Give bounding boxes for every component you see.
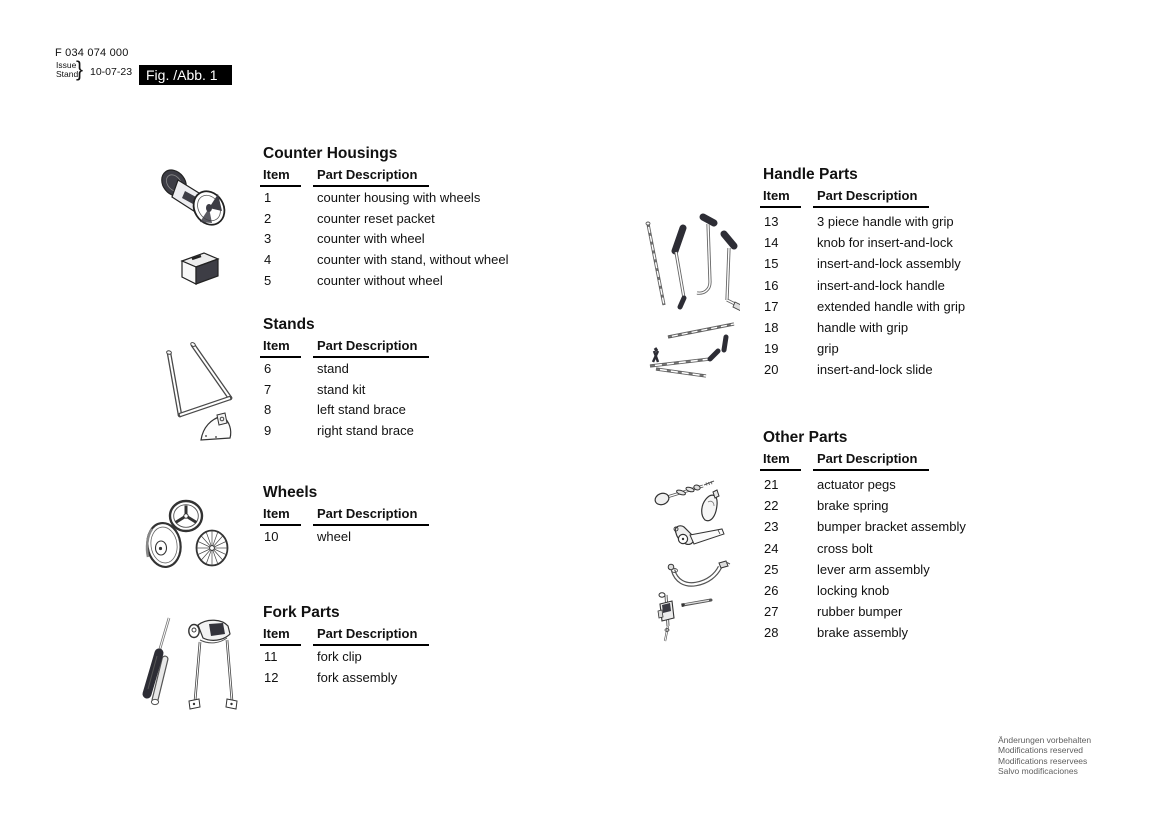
footer-line: Salvo modificaciones [998,766,1078,777]
table-rows [263,190,509,293]
table-rows [263,529,351,550]
table-row [263,381,366,403]
table-row [763,582,890,604]
part-description: cross bolt [817,540,873,556]
part-description: counter with stand, without wheel [317,252,509,268]
column-item-header: Item [260,506,301,526]
part-description: brake assembly [817,625,909,641]
item-number: 16 [764,277,779,293]
item-number: 2 [264,210,272,226]
part-description: grip [817,341,839,357]
table-header [263,167,418,184]
part-description: bumper bracket assembly [817,519,966,535]
table-header [263,506,418,523]
footer-line: Änderungen vorbehalten [998,735,1092,745]
figure-label-box: Fig. /Abb. 1 [139,65,232,85]
part-description: fork assembly [317,669,398,685]
table-row [763,561,930,583]
section-counter-housings [263,145,509,293]
column-description-header: Part Description [313,167,429,187]
part-description: insert-and-lock assembly [817,256,961,272]
item-number: 28 [764,625,779,641]
section-fork-parts [263,604,418,690]
table-row [763,235,953,256]
item-number: 20 [764,362,779,378]
column-description-header: Part Description [313,506,429,526]
table-row [263,231,425,252]
item-number: 7 [264,381,272,397]
item-number: 3 [264,231,272,247]
fork-parts-illustration [128,615,238,715]
item-number: 23 [764,519,779,535]
stand-illustration [160,338,240,448]
table-row [763,604,903,625]
section-stands [263,316,418,444]
part-description: fork clip [317,649,362,664]
table-rows [263,361,414,444]
modifications-notice [998,735,1091,777]
column-description-header: Part Description [813,451,929,471]
table-row [763,540,873,562]
item-number: 21 [764,477,779,492]
table-row [763,256,961,277]
part-description: counter without wheel [317,272,443,288]
table-row [763,298,966,320]
table-rows [763,214,966,384]
column-item-header: Item [260,338,301,358]
table-header [263,338,418,355]
column-description-header: Part Description [813,188,929,208]
column-item-header: Item [260,626,301,646]
table-row [263,361,349,382]
part-description: locking knob [817,582,890,598]
item-number: 15 [764,256,779,272]
part-description: actuator pegs [817,477,896,492]
part-description: stand [317,361,349,376]
table-row [263,649,362,670]
item-number: 18 [764,319,779,335]
item-number: 27 [764,604,779,620]
table-header [263,626,418,643]
column-item-header: Item [760,188,801,208]
item-number: 25 [764,561,779,577]
table-rows [763,477,966,647]
table-header [763,188,918,205]
item-number: 11 [264,649,278,664]
table-row [263,252,509,273]
table-row [763,277,945,299]
other-parts-illustration [645,478,755,648]
document-number: F 034 074 000 [55,47,129,59]
item-number: 24 [764,540,779,556]
column-description-header: Part Description [313,626,429,646]
item-number: 26 [764,582,779,598]
issue-label: Issue [56,60,77,70]
table-row [763,319,909,341]
part-description: counter housing with wheels [317,190,481,205]
part-description: insert-and-lock handle [817,277,945,293]
footer-line: Modifications reserved [998,745,1084,756]
item-number: 10 [264,529,279,544]
table-row [263,272,443,294]
section-title: Other Parts [763,429,848,446]
table-row [263,529,351,550]
table-row [763,341,858,362]
part-description: rubber bumper [817,604,903,620]
table-row [263,190,481,211]
item-number: 1 [264,190,272,205]
table-row [763,362,933,383]
table-row [263,423,414,444]
part-description: wheel [317,529,351,544]
table-row [263,402,406,423]
column-item-header: Item [760,451,801,471]
section-handle-parts [763,166,966,384]
section-title: Stands [263,316,315,333]
part-description: left stand brace [317,402,406,418]
issue-stand-labels [56,61,78,79]
part-description: lever arm assembly [817,561,930,577]
table-row [763,498,889,519]
part-description: knob for insert-and-lock [817,235,953,251]
counter-housing-illustration [152,165,232,290]
table-row [763,214,954,235]
table-header [763,451,918,468]
table-row [763,625,909,646]
brace-glyph: } [76,58,84,81]
section-wheels [263,484,418,550]
table-row [763,519,966,540]
column-item-header: Item [260,167,301,187]
section-title: Handle Parts [763,166,858,183]
item-number: 13 [764,214,779,229]
part-description: extended handle with grip [817,298,966,314]
section-other-parts [763,429,966,647]
item-number: 17 [764,298,779,314]
handle-parts-illustration [640,210,740,380]
part-description: handle with grip [817,319,909,335]
column-description-header: Part Description [313,338,429,358]
table-rows [263,649,398,690]
item-number: 8 [264,402,272,418]
part-description: 3 piece handle with grip [817,214,954,229]
part-description: stand kit [317,381,366,397]
section-title: Wheels [263,484,318,501]
table-row [263,669,398,691]
item-number: 19 [764,341,779,357]
section-title: Counter Housings [263,145,398,162]
item-number: 6 [264,361,272,376]
part-description: counter with wheel [317,231,425,247]
table-row [763,477,896,498]
wheels-illustration [136,495,236,573]
stand-label: Stand [56,69,79,79]
item-number: 9 [264,423,272,439]
item-number: 12 [264,669,279,685]
section-title: Fork Parts [263,604,340,621]
footer-line: Modifications reservees [998,755,1088,766]
item-number: 5 [264,272,272,288]
issue-date: 10-07-23 [90,66,133,78]
part-description: right stand brace [317,423,414,439]
part-description: brake spring [817,498,889,514]
part-description: counter reset packet [317,210,435,226]
item-number: 4 [264,252,272,268]
item-number: 22 [764,498,779,514]
table-row [263,210,435,232]
item-number: 14 [764,235,779,251]
part-description: insert-and-lock slide [817,362,933,378]
